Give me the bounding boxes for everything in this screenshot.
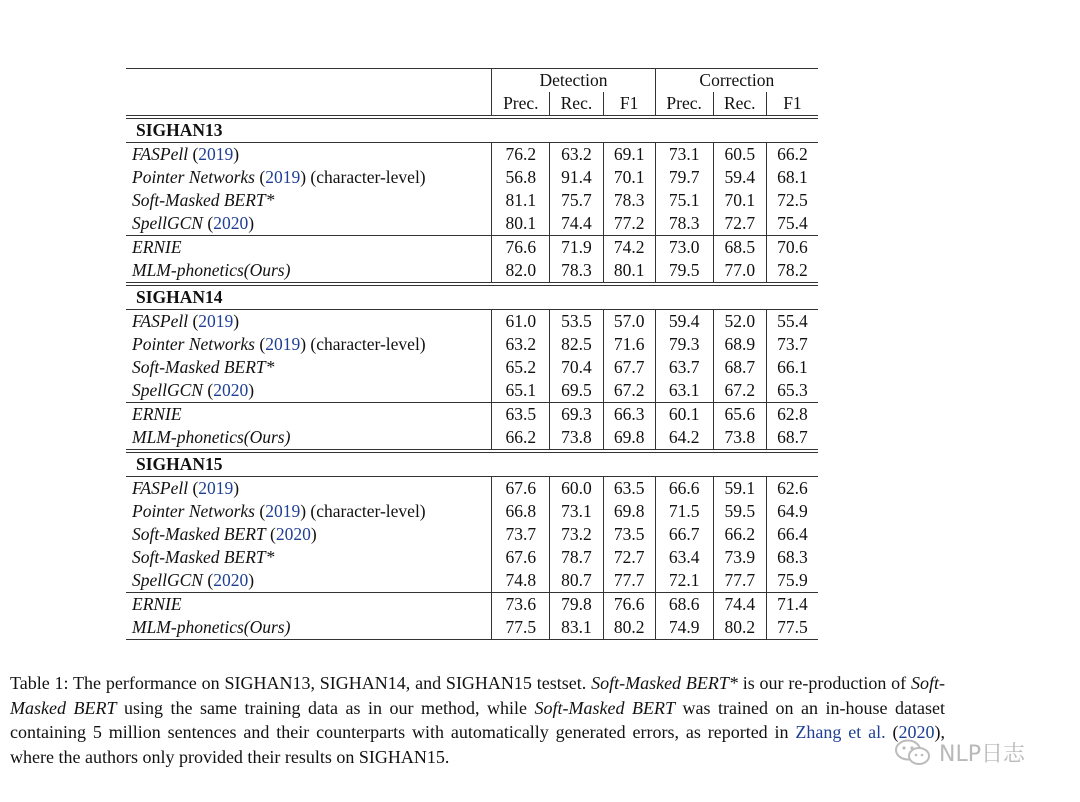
value-cell: 68.7	[766, 426, 818, 451]
method-cell	[126, 236, 492, 260]
method-name: Soft-Masked BERT*	[132, 190, 275, 210]
value-cell: 63.5	[603, 477, 655, 501]
table-row	[126, 616, 818, 640]
value-cell: 69.5	[550, 379, 603, 403]
value-cell: 75.7	[550, 189, 603, 212]
value-cell: 60.1	[655, 403, 713, 427]
value-cell: 73.2	[550, 523, 603, 546]
value-cell: 81.1	[492, 189, 550, 212]
value-cell: 67.6	[492, 477, 550, 501]
table-row	[126, 189, 818, 212]
value-cell: 75.1	[655, 189, 713, 212]
value-cell: 63.4	[655, 546, 713, 569]
value-cell: 74.2	[603, 236, 655, 260]
method-name: FASPell	[132, 478, 189, 498]
method-suffix: (character-level)	[306, 501, 426, 521]
value-cell: 67.2	[603, 379, 655, 403]
value-cell: 78.3	[550, 259, 603, 284]
method-name: FASPell	[132, 144, 189, 164]
value-cell: 80.7	[550, 569, 603, 593]
value-cell: 61.0	[492, 310, 550, 334]
method-cell	[126, 593, 492, 617]
section-header-row	[126, 117, 818, 143]
value-cell: 68.5	[713, 236, 766, 260]
method-cell	[126, 259, 492, 284]
value-cell: 62.8	[766, 403, 818, 427]
table-row	[126, 166, 818, 189]
method-cell	[126, 403, 492, 427]
value-cell: 82.5	[550, 333, 603, 356]
method-name: SpellGCN	[132, 380, 203, 400]
method-cell: FASPell (2019)	[132, 144, 240, 164]
header-blank-sub	[126, 92, 492, 117]
method-citation[interactable]: 2020	[213, 380, 249, 400]
table-row	[126, 523, 818, 546]
method-cell: FASPell (2019)	[132, 311, 240, 331]
value-cell: 65.3	[766, 379, 818, 403]
caption-text-1: Table 1: The performance on SIGHAN13, SIGHAN14, and SIGHAN15 testset.	[10, 673, 592, 693]
table-row	[126, 569, 818, 593]
value-cell: 77.7	[713, 569, 766, 593]
value-cell: 66.2	[766, 143, 818, 167]
table-row	[126, 143, 818, 167]
method-cell: Soft-Masked BERT (2020)	[132, 524, 317, 544]
value-cell: 80.2	[603, 616, 655, 640]
value-cell: 68.6	[655, 593, 713, 617]
value-cell: 74.4	[713, 593, 766, 617]
value-cell: 78.3	[603, 189, 655, 212]
method-citation[interactable]: 2020	[275, 524, 311, 544]
value-cell: 82.0	[492, 259, 550, 284]
value-cell: 63.1	[655, 379, 713, 403]
header-cor-prec: Prec.	[655, 92, 713, 117]
caption-em-2: Soft-Masked BERT	[10, 673, 945, 718]
method-citation[interactable]: 2020	[213, 213, 249, 233]
value-cell: 57.0	[603, 310, 655, 334]
method-citation[interactable]: 2019	[265, 167, 301, 187]
watermark	[893, 737, 1025, 768]
value-cell: 74.4	[550, 212, 603, 236]
value-cell: 73.1	[655, 143, 713, 167]
value-cell: 63.2	[550, 143, 603, 167]
value-cell: 68.1	[766, 166, 818, 189]
value-cell: 73.5	[603, 523, 655, 546]
table-row	[126, 593, 818, 617]
header-det-prec: Prec.	[492, 92, 550, 117]
table-row	[126, 379, 818, 403]
caption-citation-name[interactable]: Zhang et al.	[795, 722, 886, 742]
value-cell: 73.0	[655, 236, 713, 260]
value-cell: 66.4	[766, 523, 818, 546]
value-cell: 67.7	[603, 356, 655, 379]
value-cell: 66.2	[713, 523, 766, 546]
table-row	[126, 212, 818, 236]
value-cell: 69.3	[550, 403, 603, 427]
value-cell: 79.3	[655, 333, 713, 356]
method-cell: SpellGCN (2020)	[132, 380, 255, 400]
value-cell: 52.0	[713, 310, 766, 334]
method-cell: FASPell (2019)	[132, 478, 240, 498]
value-cell: 83.1	[550, 616, 603, 640]
value-cell: 64.9	[766, 500, 818, 523]
value-cell: 77.2	[603, 212, 655, 236]
value-cell: 66.1	[766, 356, 818, 379]
method-cell	[126, 426, 492, 451]
value-cell: 80.2	[713, 616, 766, 640]
method-name: Soft-Masked BERT*	[132, 357, 275, 377]
value-cell: 66.7	[655, 523, 713, 546]
value-cell: 64.2	[655, 426, 713, 451]
table-row	[126, 236, 818, 260]
method-cell: SpellGCN (2020)	[132, 213, 255, 233]
value-cell: 71.9	[550, 236, 603, 260]
value-cell: 80.1	[603, 259, 655, 284]
table-row	[126, 477, 818, 501]
header-correction: Correction	[655, 69, 818, 93]
value-cell: 73.9	[713, 546, 766, 569]
value-cell: 73.1	[550, 500, 603, 523]
value-cell: 77.0	[713, 259, 766, 284]
method-name: Soft-Masked BERT	[132, 524, 266, 544]
value-cell: 59.4	[713, 166, 766, 189]
value-cell: 79.5	[655, 259, 713, 284]
value-cell: 63.2	[492, 333, 550, 356]
value-cell: 73.8	[550, 426, 603, 451]
table-row	[126, 310, 818, 334]
section-header-row	[126, 451, 818, 477]
value-cell: 91.4	[550, 166, 603, 189]
value-cell: 75.9	[766, 569, 818, 593]
header-detection: Detection	[492, 69, 655, 93]
value-cell: 74.9	[655, 616, 713, 640]
method-citation[interactable]: 2019	[265, 501, 301, 521]
table-row	[126, 403, 818, 427]
value-cell: 77.5	[766, 616, 818, 640]
method-name: ERNIE	[132, 594, 182, 614]
method-cell	[126, 546, 492, 569]
header-cor-f1: F1	[766, 92, 818, 117]
method-name: FASPell	[132, 311, 189, 331]
value-cell: 66.2	[492, 426, 550, 451]
method-cell	[126, 356, 492, 379]
value-cell: 78.2	[766, 259, 818, 284]
value-cell: 67.6	[492, 546, 550, 569]
value-cell: 68.3	[766, 546, 818, 569]
value-cell: 77.7	[603, 569, 655, 593]
section-header-row	[126, 284, 818, 310]
caption-text-2: is our re-production of	[737, 673, 911, 693]
value-cell: 70.1	[713, 189, 766, 212]
method-name: MLM-phonetics(Ours)	[132, 427, 291, 447]
value-cell: 71.6	[603, 333, 655, 356]
table-row	[126, 546, 818, 569]
header-blank	[126, 69, 492, 93]
header-det-rec: Rec.	[550, 92, 603, 117]
caption-citation-close: )	[934, 722, 941, 742]
value-cell: 76.2	[492, 143, 550, 167]
value-cell: 66.8	[492, 500, 550, 523]
method-suffix: (character-level)	[306, 167, 426, 187]
method-name: SpellGCN	[132, 213, 203, 233]
caption-em-3: Soft-Masked BERT	[534, 697, 675, 718]
section-title: SIGHAN14	[126, 284, 818, 310]
value-cell: 60.5	[713, 143, 766, 167]
value-cell: 63.7	[655, 356, 713, 379]
watermark-text: NLP日志	[939, 742, 1025, 767]
value-cell: 71.4	[766, 593, 818, 617]
caption-text-4: was trained on an in-house dataset containing 5 million sentences and their counterparts with automatically generated errors, as reported in	[10, 697, 945, 742]
section-title: SIGHAN15	[126, 451, 818, 477]
table-row	[126, 426, 818, 451]
value-cell: 80.1	[492, 212, 550, 236]
value-cell: 66.3	[603, 403, 655, 427]
table-header-groups	[126, 69, 818, 93]
value-cell: 70.4	[550, 356, 603, 379]
value-cell: 68.9	[713, 333, 766, 356]
value-cell: 69.8	[603, 500, 655, 523]
method-citation[interactable]: 2019	[198, 144, 234, 164]
method-name: Pointer Networks	[132, 334, 255, 354]
value-cell: 63.5	[492, 403, 550, 427]
value-cell: 56.8	[492, 166, 550, 189]
method-cell: Pointer Networks (2019) (character-level)	[132, 501, 426, 521]
method-name: Pointer Networks	[132, 167, 255, 187]
value-cell: 73.7	[766, 333, 818, 356]
value-cell: 53.5	[550, 310, 603, 334]
method-cell: Pointer Networks (2019) (character-level)	[132, 334, 426, 354]
header-det-f1: F1	[603, 92, 655, 117]
table-body	[126, 117, 818, 640]
value-cell: 67.2	[713, 379, 766, 403]
value-cell: 78.7	[550, 546, 603, 569]
value-cell: 72.5	[766, 189, 818, 212]
value-cell: 76.6	[603, 593, 655, 617]
table-row	[126, 333, 818, 356]
method-citation[interactable]: 2019	[198, 478, 234, 498]
method-name: MLM-phonetics(Ours)	[132, 617, 291, 637]
method-name: Soft-Masked BERT*	[132, 547, 275, 567]
method-citation[interactable]: 2019	[265, 334, 301, 354]
value-cell: 79.7	[655, 166, 713, 189]
value-cell: 73.8	[713, 426, 766, 451]
value-cell: 78.3	[655, 212, 713, 236]
wechat-icon	[893, 738, 933, 768]
value-cell: 60.0	[550, 477, 603, 501]
table-header-metrics	[126, 92, 818, 117]
results-table	[126, 68, 818, 640]
method-name: ERNIE	[132, 237, 182, 257]
value-cell: 69.8	[603, 426, 655, 451]
value-cell: 72.7	[713, 212, 766, 236]
method-citation[interactable]: 2019	[198, 311, 234, 331]
value-cell: 75.4	[766, 212, 818, 236]
value-cell: 59.1	[713, 477, 766, 501]
value-cell: 79.8	[550, 593, 603, 617]
method-citation[interactable]: 2020	[213, 570, 249, 590]
value-cell: 65.2	[492, 356, 550, 379]
value-cell: 69.1	[603, 143, 655, 167]
value-cell: 77.5	[492, 616, 550, 640]
method-cell	[126, 189, 492, 212]
value-cell: 72.1	[655, 569, 713, 593]
table-caption	[10, 671, 945, 769]
method-cell: Pointer Networks (2019) (character-level)	[132, 167, 426, 187]
value-cell: 65.1	[492, 379, 550, 403]
method-cell: SpellGCN (2020)	[132, 570, 255, 590]
value-cell: 68.7	[713, 356, 766, 379]
value-cell: 70.6	[766, 236, 818, 260]
header-cor-rec: Rec.	[713, 92, 766, 117]
method-name: MLM-phonetics(Ours)	[132, 260, 291, 280]
method-suffix: (character-level)	[306, 334, 426, 354]
section-title: SIGHAN13	[126, 117, 818, 143]
caption-em-1: Soft-Masked BERT*	[591, 673, 738, 693]
table-row	[126, 259, 818, 284]
method-cell	[126, 616, 492, 640]
caption-citation-open: (	[885, 722, 899, 742]
table-row	[126, 500, 818, 523]
method-name: ERNIE	[132, 404, 182, 424]
value-cell: 66.6	[655, 477, 713, 501]
method-name: SpellGCN	[132, 570, 203, 590]
value-cell: 59.4	[655, 310, 713, 334]
value-cell: 73.7	[492, 523, 550, 546]
value-cell: 59.5	[713, 500, 766, 523]
value-cell: 62.6	[766, 477, 818, 501]
value-cell: 73.6	[492, 593, 550, 617]
caption-text-5: , where the authors only provided their results on SIGHAN15.	[10, 722, 946, 767]
table-row	[126, 356, 818, 379]
value-cell: 74.8	[492, 569, 550, 593]
method-name: Pointer Networks	[132, 501, 255, 521]
value-cell: 70.1	[603, 166, 655, 189]
caption-citation-year[interactable]: 2020	[898, 722, 935, 742]
value-cell: 65.6	[713, 403, 766, 427]
value-cell: 76.6	[492, 236, 550, 260]
caption-text-3: using the same training data as in our method, while	[116, 697, 535, 718]
value-cell: 55.4	[766, 310, 818, 334]
value-cell: 72.7	[603, 546, 655, 569]
value-cell: 71.5	[655, 500, 713, 523]
